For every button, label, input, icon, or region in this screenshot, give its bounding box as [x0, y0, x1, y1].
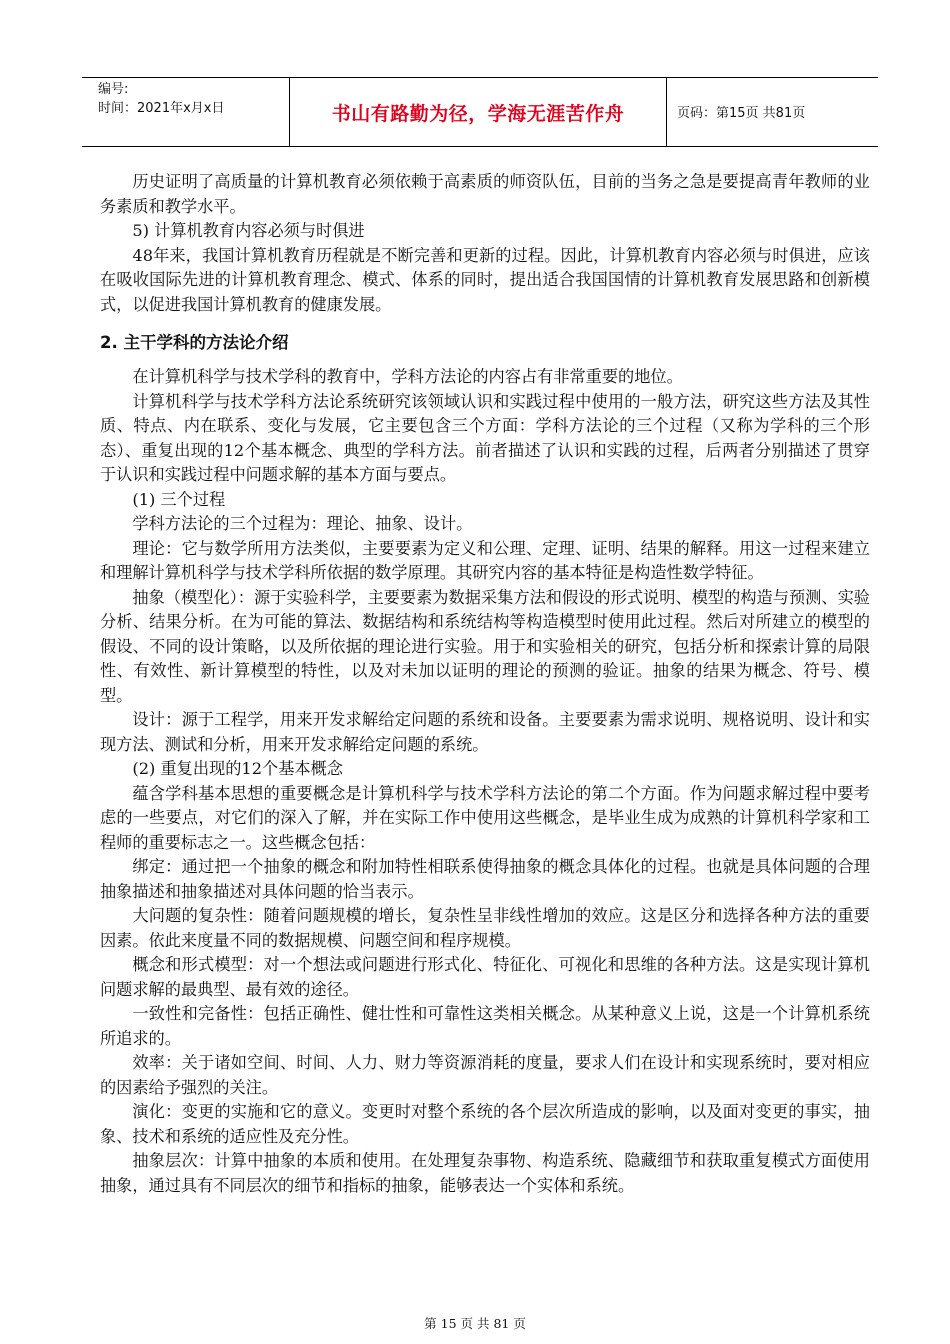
header-meta — [98, 80, 224, 118]
paragraph: 计算机科学与技术学科方法论系统研究该领域认识和实践过程中使用的一般方法，研究这些方法及其性质、特点、内在联系、变化与发展，它主要包含三个方面：学科方法论的三个过程（又称为学科的三个形态）、重复出现的12个基本概念、典型的学科方法。前者描述了认识和实践的过程，后两者分别描述了贯穿于认识和实践过程中问题求解的基本方面与要点。 — [100, 391, 870, 484]
header-motto: 书山有路勤为径，学海无涯苦作舟 — [289, 78, 667, 146]
paragraph: 概念和形式模型：对一个想法或问题进行形式化、特征化、可视化和思维的各种方法。这是实现计算机问题求解的最典型、最有效的途径。 — [100, 955, 870, 999]
paragraph: 学科方法论的三个过程为：理论、抽象、设计。 — [132, 514, 473, 533]
page-header — [82, 77, 878, 147]
subsection-title: (2) 重复出现的12个基本概念 — [132, 759, 343, 778]
paragraph: 历史证明了高质量的计算机教育必须依赖于高素质的师资队伍，目前的当务之急是要提高青年教师的业务素质和教学水平。 — [100, 172, 870, 216]
paragraph: 设计：源于工程学，用来开发求解给定问题的系统和设备。主要要素为需求说明、规格说明、设计和实现方法、测试和分析，用来开发求解给定问题的系统。 — [100, 710, 870, 754]
paragraph: 绑定：通过把一个抽象的概念和附加特性相联系使得抽象的概念具体化的过程。也就是具体问题的合理抽象描述和抽象描述对具体问题的恰当表示。 — [100, 857, 870, 901]
paragraph: 效率：关于诸如空间、时间、人力、财力等资源消耗的度量，要求人们在设计和实现系统时，要对相应的因素给予强烈的关注。 — [100, 1053, 870, 1097]
paragraph: 抽象层次：计算中抽象的本质和使用。在处理复杂事物、构造系统、隐藏细节和获取重复模式方面使用抽象，通过具有不同层次的细节和指标的抽象，能够表达一个实体和系统。 — [100, 1151, 870, 1195]
document-body — [100, 170, 870, 1198]
paragraph: 理论：它与数学所用方法类似，主要要素为定义和公理、定理、证明、结果的解释。用这一过程来建立和理解计算机科学与技术学科所依据的数学原理。其研究内容的基本特征是构造性数学特征。 — [100, 538, 870, 582]
number-label: 编号: — [98, 82, 129, 97]
paragraph: 抽象（模型化）：源于实验科学，主要要素为数据采集方法和假设的形式说明、模型的构造与预测、实验分析、结果分析。在为可能的算法、数据结构和系统结构等构造模型时使用此过程。然后对所建立的模型的假设、不同的设计策略，以及所依据的理论进行实验。用于和实验相关的研究，包括分析和探索计算的局限性、有效性、新计算模型的特性，以及对未加以证明的理论的预测的验证。抽象的结果为概念、符号、模型。 — [100, 587, 870, 705]
time-label: 时间：2021年x月x日 — [98, 101, 225, 116]
paragraph: 在计算机科学与技术学科的教育中，学科方法论的内容占有非常重要的地位。 — [132, 367, 683, 386]
header-page-label: 页码：第15页 共81页 — [677, 106, 806, 121]
paragraph: 蕴含学科基本思想的重要概念是计算机科学与技术学科方法论的第二个方面。作为问题求解过程中要考虑的一些要点，对它们的深入了解，并在实际工作中使用这些概念，是毕业生成为成熟的计算机科学家和工程师的重要标志之一。这些概念包括： — [100, 783, 870, 852]
page-footer: 第 15 页 共 81 页 — [424, 1316, 526, 1331]
section-heading: 2. 主干学科的方法论介绍 — [100, 333, 289, 352]
paragraph: 48年来，我国计算机教育历程就是不断完善和更新的过程。因此，计算机教育内容必须与时俱进，应该在吸收国际先进的计算机教育理念、模式、体系的同时，提出适合我国国情的计算机教育发展思路和创新模式，以促进我国计算机教育的健康发展。 — [100, 245, 870, 314]
paragraph: 演化：变更的实施和它的意义。变更时对整个系统的各个层次所造成的影响，以及面对变更的事实，抽象、技术和系统的适应性及充分性。 — [100, 1102, 870, 1146]
paragraph: 一致性和完备性：包括正确性、健壮性和可靠性这类相关概念。从某种意义上说，这是一个计算机系统所追求的。 — [100, 1004, 870, 1048]
subsection-title: (1) 三个过程 — [132, 489, 226, 509]
subsection-title: 5) 计算机教育内容必须与时俱进 — [132, 221, 365, 240]
paragraph: 大问题的复杂性：随着问题规模的增长，复杂性呈非线性增加的效应。这是区分和选择各种方法的重要因素。依此来度量不同的数据规模、问题空间和程序规模。 — [100, 906, 870, 950]
